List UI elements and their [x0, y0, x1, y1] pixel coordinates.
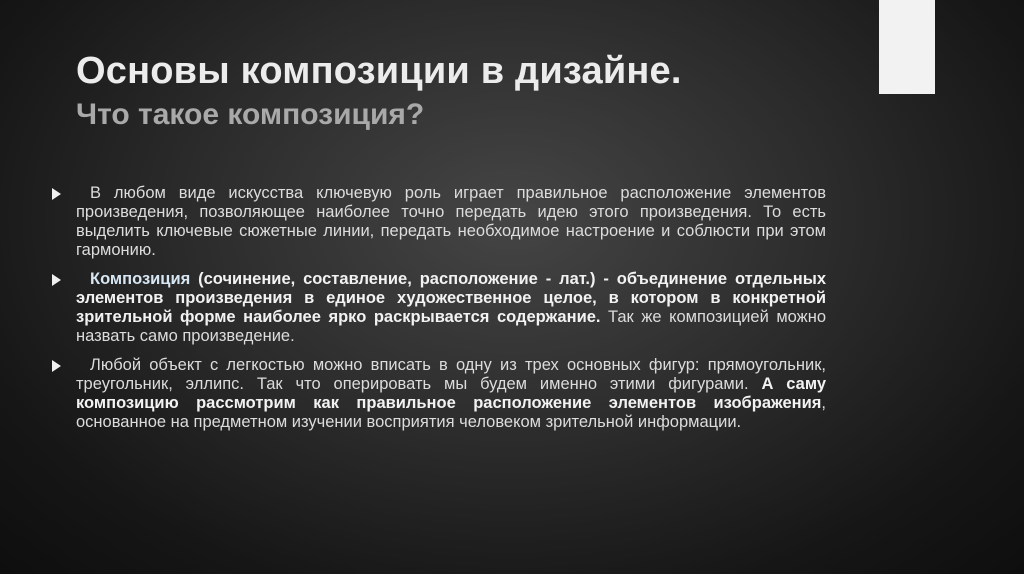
triangle-bullet-icon [52, 188, 61, 200]
triangle-bullet-icon [52, 274, 61, 286]
title-main: Основы композиции в дизайне. [76, 50, 682, 92]
bullet-2-tail: Так же композицией можно назвать само произведение. [76, 308, 826, 345]
triangle-bullet-icon [52, 360, 61, 372]
bullet-text [76, 356, 826, 432]
bullet-item-1 [52, 184, 826, 260]
bullet-text [76, 184, 826, 260]
term-composition: Композиция [90, 270, 191, 288]
slide-title [76, 52, 856, 130]
bullet-item-3 [52, 356, 826, 432]
corner-accent-bar [879, 0, 935, 94]
bullet-item-2 [52, 270, 826, 346]
bullet-3-lead: Любой объект с легкостью можно вписать в одну из трех основных фигур: прямоугольник, треугольник, эллипс. Так что оперировать мы будем именно этими фигурами. [76, 356, 826, 393]
bullet-list [52, 184, 826, 442]
title-subtitle: Что такое композиция? [76, 98, 425, 131]
composition-definition: (сочинение, составление, расположение - лат.) - объединение отдельных элементов произведения в единое художественное целое, в котором в конкретной зрительной форме наиболее ярко раскрывается содержание. [76, 270, 826, 326]
bullet-text [76, 270, 826, 346]
bullet-3-emphasis: А саму композицию рассмотрим как правильное расположение элементов изображения [76, 375, 827, 412]
bullet-1-text: В любом виде искусства ключевую роль играет правильное расположение элементов произведения, позволяющее наиболее точно передать идею этого произведения. То есть выделить ключевые сюжетные линии, передать необходимое настроение и соблюсти при этом гармонию. [76, 184, 826, 259]
bullet-3-tail: , основанное на предметном изучении восприятия человеком зрительной информации. [76, 394, 826, 431]
